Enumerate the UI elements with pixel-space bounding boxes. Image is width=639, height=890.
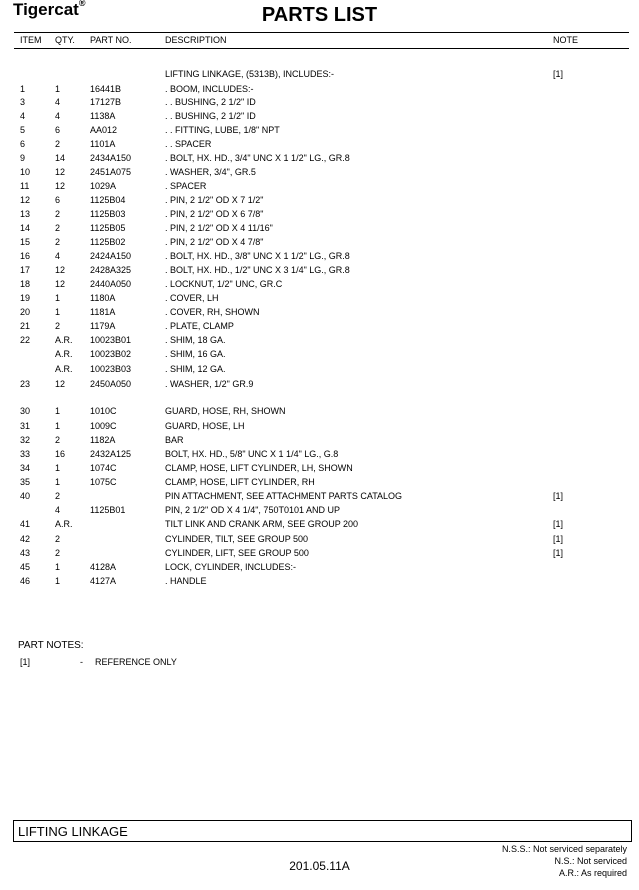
cell-item: 12	[20, 195, 31, 205]
header-top-rule	[14, 32, 629, 33]
cell-part: 4127A	[90, 576, 117, 586]
cell-qty: 1	[55, 307, 61, 317]
cell-desc: . COVER, RH, SHOWN	[165, 307, 260, 317]
cell-item: 31	[20, 421, 31, 431]
cell-item: 22	[20, 335, 31, 345]
cell-qty: 2	[55, 223, 61, 233]
cell-part: 10023B02	[90, 349, 132, 359]
table-row	[0, 379, 639, 393]
table-row	[0, 84, 639, 98]
cell-qty: 1	[55, 463, 61, 473]
cell-qty: 2	[55, 321, 61, 331]
cell-part: 1179A	[90, 321, 116, 331]
table-row	[0, 195, 639, 209]
table-row	[0, 69, 639, 83]
cell-desc: . PIN, 2 1/2" OD X 7 1/2"	[165, 195, 264, 205]
cell-item: 23	[20, 379, 31, 389]
cell-qty: 1	[55, 477, 61, 487]
cell-qty: A.R.	[55, 335, 73, 345]
cell-part: 1138A	[90, 111, 116, 121]
cell-part: 10023B01	[90, 335, 132, 345]
cell-qty: 12	[55, 279, 66, 289]
table-row	[0, 279, 639, 293]
table-row	[0, 364, 639, 378]
table-row	[0, 505, 639, 519]
cell-part: 1125B04	[90, 195, 126, 205]
cell-part: 17127B	[90, 97, 122, 107]
cell-qty: 1	[55, 576, 61, 586]
cell-desc: BAR	[165, 435, 184, 445]
cell-qty: 1	[55, 84, 61, 94]
header-bottom-rule	[14, 48, 629, 49]
table-row	[0, 435, 639, 449]
cell-desc: BOLT, HX. HD., 5/8" UNC X 1 1/4" LG., G.8	[165, 449, 339, 459]
cell-desc: . SHIM, 16 GA.	[165, 349, 226, 359]
cell-desc: . . FITTING, LUBE, 1/8" NPT	[165, 125, 280, 135]
table-row	[0, 548, 639, 562]
cell-item: 6	[20, 139, 26, 149]
legend-ar: A.R.: As required	[558, 868, 627, 878]
cell-part: 2440A050	[90, 279, 132, 289]
cell-qty: 4	[55, 111, 61, 121]
table-row	[0, 576, 639, 590]
table-row	[0, 534, 639, 548]
cell-item: 14	[20, 223, 31, 233]
cell-qty: A.R.	[55, 364, 73, 374]
cell-part: 1101A	[90, 139, 116, 149]
cell-desc: . PIN, 2 1/2" OD X 4 11/16"	[165, 223, 273, 233]
table-row	[0, 421, 639, 435]
table-row	[0, 111, 639, 125]
table-row	[0, 463, 639, 477]
cell-item: 17	[20, 265, 31, 275]
cell-part: 1075C	[90, 477, 117, 487]
column-header-note: NOTE	[553, 35, 579, 45]
cell-desc: . BOLT, HX. HD., 1/2" UNC X 3 1/4" LG., GR.8	[165, 265, 350, 275]
cell-item: 21	[20, 321, 31, 331]
cell-desc: CLAMP, HOSE, LIFT CYLINDER, LH, SHOWN	[165, 463, 353, 473]
cell-desc: PIN, 2 1/2" OD X 4 1/4", 750T0101 AND UP	[165, 505, 340, 515]
table-row	[0, 449, 639, 463]
table-row	[0, 223, 639, 237]
cell-qty: 16	[55, 449, 66, 459]
cell-part: 1180A	[90, 293, 116, 303]
cell-desc: . PLATE, CLAMP	[165, 321, 234, 331]
cell-part: 2432A125	[90, 449, 132, 459]
cell-part: 1074C	[90, 463, 117, 473]
cell-item: 18	[20, 279, 31, 289]
table-row	[0, 153, 639, 167]
cell-item: 11	[20, 181, 30, 191]
table-row	[0, 265, 639, 279]
note-dash: -	[80, 657, 83, 667]
table-row	[0, 562, 639, 576]
cell-part: 2434A150	[90, 153, 132, 163]
cell-item: 1	[20, 84, 26, 94]
cell-desc: . PIN, 2 1/2" OD X 6 7/8"	[165, 209, 264, 219]
cell-desc: . BOOM, INCLUDES:-	[165, 84, 254, 94]
cell-qty: 2	[55, 139, 61, 149]
cell-desc: LIFTING LINKAGE, (5313B), INCLUDES:-	[165, 69, 335, 79]
cell-desc: . COVER, LH	[165, 293, 219, 303]
cell-item: 13	[20, 209, 31, 219]
cell-desc: . BOLT, HX. HD., 3/8" UNC X 1 1/2" LG., GR.8	[165, 251, 350, 261]
cell-desc: TILT LINK AND CRANK ARM, SEE GROUP 200	[165, 519, 359, 529]
cell-qty: 2	[55, 491, 61, 501]
table-row	[0, 181, 639, 195]
cell-item: 5	[20, 125, 26, 135]
cell-item: 32	[20, 435, 31, 445]
cell-desc: GUARD, HOSE, RH, SHOWN	[165, 406, 286, 416]
cell-note: [1]	[553, 534, 564, 544]
cell-part: 2451A075	[90, 167, 132, 177]
cell-desc: . HANDLE	[165, 576, 207, 586]
cell-qty: 4	[55, 505, 61, 515]
cell-part: AA012	[90, 125, 118, 135]
legend-nss: N.S.S.: Not serviced separately	[501, 844, 627, 854]
cell-note: [1]	[553, 491, 564, 501]
cell-part: 1010C	[90, 406, 117, 416]
table-row	[0, 97, 639, 111]
cell-item: 16	[20, 251, 31, 261]
cell-desc: . BOLT, HX. HD., 3/4" UNC X 1 1/2" LG., GR.8	[165, 153, 350, 163]
cell-item: 41	[20, 519, 31, 529]
cell-item: 42	[20, 534, 31, 544]
table-row	[0, 237, 639, 251]
cell-desc: . . BUSHING, 2 1/2" ID	[165, 111, 256, 121]
cell-desc: CLAMP, HOSE, LIFT CYLINDER, RH	[165, 477, 315, 487]
cell-qty: 2	[55, 435, 61, 445]
note-text: REFERENCE ONLY	[95, 657, 177, 667]
cell-item: 9	[20, 153, 26, 163]
column-header-part: PART NO.	[90, 35, 132, 45]
cell-desc: GUARD, HOSE, LH	[165, 421, 245, 431]
cell-qty: 6	[55, 125, 61, 135]
table-row	[0, 406, 639, 420]
table-row	[0, 491, 639, 505]
table-row	[0, 349, 639, 363]
cell-qty: 2	[55, 237, 61, 247]
cell-desc: LOCK, CYLINDER, INCLUDES:-	[165, 562, 297, 572]
table-row	[0, 251, 639, 265]
cell-item: 20	[20, 307, 31, 317]
cell-qty: 6	[55, 195, 61, 205]
cell-qty: 1	[55, 293, 61, 303]
cell-item: 15	[20, 237, 31, 247]
cell-part: 2450A050	[90, 379, 132, 389]
cell-item: 43	[20, 548, 31, 558]
legend-ns: N.S.: Not serviced	[554, 856, 627, 866]
cell-item: 33	[20, 449, 31, 459]
cell-item: 40	[20, 491, 31, 501]
cell-item: 34	[20, 463, 31, 473]
cell-part: 1125B05	[90, 223, 126, 233]
column-header-qty: QTY.	[55, 35, 75, 45]
cell-qty: 14	[55, 153, 66, 163]
cell-note: [1]	[553, 548, 564, 558]
cell-note: [1]	[553, 519, 564, 529]
cell-part: 2424A150	[90, 251, 132, 261]
cell-qty: 1	[55, 421, 61, 431]
table-row	[0, 293, 639, 307]
cell-item: 45	[20, 562, 31, 572]
cell-desc: . PIN, 2 1/2" OD X 4 7/8"	[165, 237, 264, 247]
cell-qty: 2	[55, 534, 61, 544]
section-title-box	[13, 820, 632, 842]
cell-qty: 1	[55, 562, 61, 572]
cell-desc: PIN ATTACHMENT, SEE ATTACHMENT PARTS CATALOG	[165, 491, 403, 501]
cell-part: 1125B03	[90, 209, 126, 219]
cell-part: 2428A325	[90, 265, 132, 275]
cell-part: 4128A	[90, 562, 117, 572]
part-notes-title: PART NOTES:	[18, 640, 84, 651]
cell-part: 1125B01	[90, 505, 126, 515]
cell-desc: . SHIM, 12 GA.	[165, 364, 226, 374]
brand-name: Tigercat	[13, 0, 79, 19]
table-row	[0, 125, 639, 139]
page-title: PARTS LIST	[261, 4, 378, 26]
table-row	[0, 209, 639, 223]
table-row	[0, 307, 639, 321]
cell-item: 3	[20, 97, 26, 107]
cell-item: 10	[20, 167, 31, 177]
cell-item: 35	[20, 477, 31, 487]
column-header-description: DESCRIPTION	[165, 35, 227, 45]
cell-item: 19	[20, 293, 31, 303]
cell-qty: 1	[55, 406, 61, 416]
cell-qty: A.R.	[55, 349, 73, 359]
cell-desc: . LOCKNUT, 1/2" UNC, GR.C	[165, 279, 283, 289]
cell-part: 1181A	[90, 307, 116, 317]
cell-item: 30	[20, 406, 31, 416]
cell-qty: 12	[55, 265, 66, 275]
cell-desc: CYLINDER, TILT, SEE GROUP 500	[165, 534, 309, 544]
cell-desc: . . SPACER	[165, 139, 212, 149]
cell-qty: 4	[55, 97, 61, 107]
cell-note: [1]	[553, 69, 564, 79]
table-row	[0, 519, 639, 533]
cell-qty: 12	[55, 379, 66, 389]
cell-desc: . SPACER	[165, 181, 207, 191]
cell-desc: CYLINDER, LIFT, SEE GROUP 500	[165, 548, 309, 558]
cell-qty: A.R.	[55, 519, 73, 529]
table-row	[0, 335, 639, 349]
registered-mark: ®	[78, 0, 86, 9]
cell-part: 1009C	[90, 421, 117, 431]
cell-qty: 4	[55, 251, 61, 261]
cell-qty: 12	[55, 181, 66, 191]
cell-desc: . WASHER, 3/4", GR.5	[165, 167, 256, 177]
table-row	[0, 139, 639, 153]
cell-item: 46	[20, 576, 31, 586]
cell-item: 4	[20, 111, 26, 121]
table-row	[0, 321, 639, 335]
section-title: LIFTING LINKAGE	[18, 824, 128, 839]
cell-qty: 2	[55, 209, 61, 219]
cell-part: 1182A	[90, 435, 116, 445]
cell-qty: 2	[55, 548, 61, 558]
cell-part: 1029A	[90, 181, 117, 191]
cell-qty: 12	[55, 167, 66, 177]
column-header-item: ITEM	[20, 35, 42, 45]
note-ref: [1]	[20, 657, 31, 667]
page-number: 201.05.11A	[289, 859, 350, 873]
cell-part: 10023B03	[90, 364, 132, 374]
cell-part: 1125B02	[90, 237, 126, 247]
table-row	[0, 477, 639, 491]
cell-desc: . SHIM, 18 GA.	[165, 335, 226, 345]
cell-desc: . . BUSHING, 2 1/2" ID	[165, 97, 256, 107]
table-row	[0, 167, 639, 181]
cell-part: 16441B	[90, 84, 122, 94]
cell-desc: . WASHER, 1/2" GR.9	[165, 379, 254, 389]
